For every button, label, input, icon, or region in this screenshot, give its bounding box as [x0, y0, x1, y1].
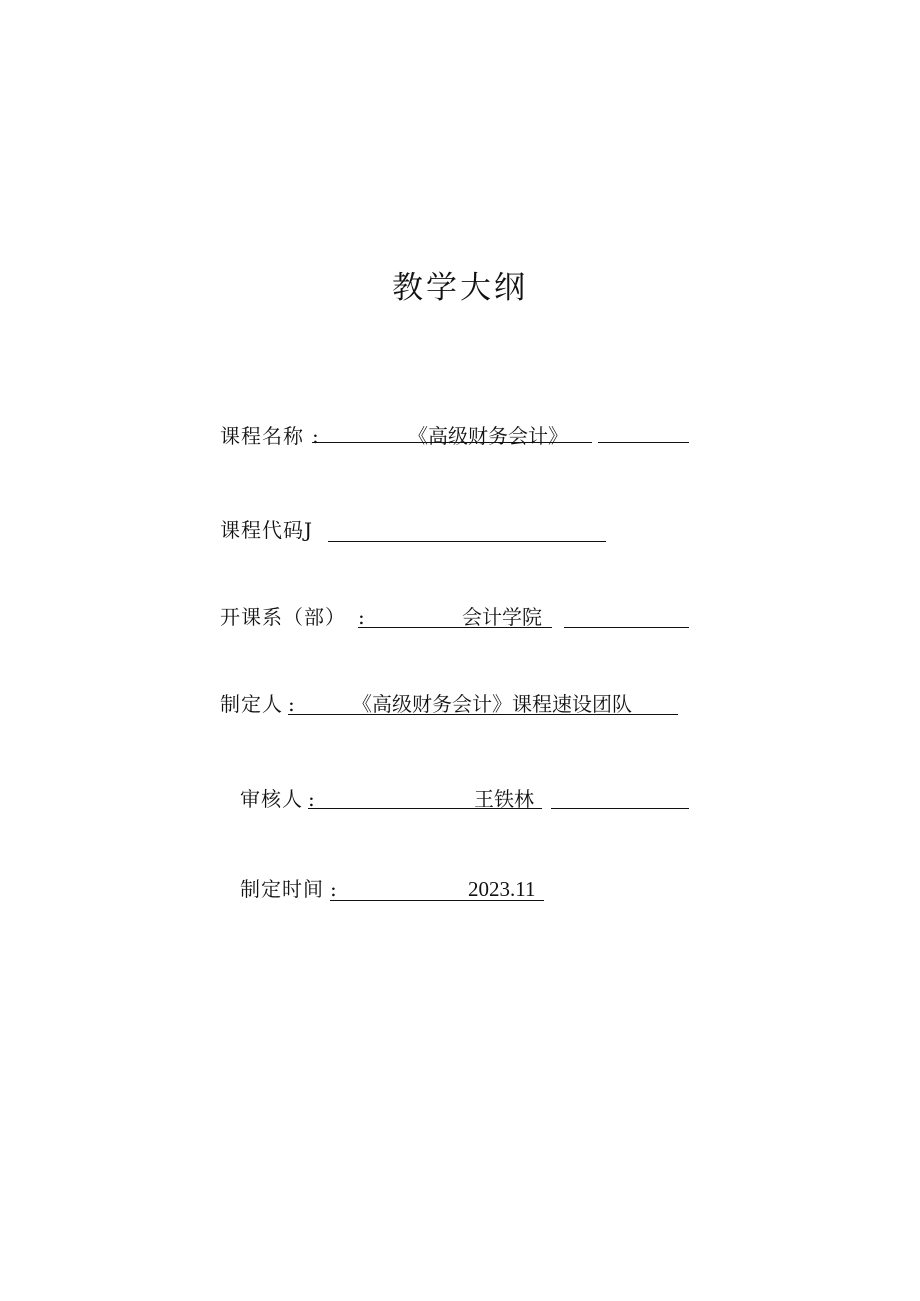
date-value: 2023.11	[468, 877, 536, 901]
course-name-label: 课程名称	[220, 424, 304, 448]
department-underline	[358, 627, 552, 628]
author-label: 制定人	[220, 692, 283, 716]
course-name-underline	[312, 442, 592, 443]
department-underline-tail	[564, 627, 689, 628]
author-row	[0, 688, 920, 720]
department-row	[0, 601, 920, 633]
author-colon: :	[288, 692, 295, 716]
course-code-underline	[328, 541, 606, 542]
reviewer-row	[0, 783, 920, 815]
department-colon: :	[358, 605, 365, 629]
department-value: 会计学院	[462, 605, 542, 629]
date-label: 制定时间	[240, 877, 324, 901]
course-name-underline-tail	[598, 442, 689, 443]
reviewer-underline	[308, 808, 542, 809]
document-title: 教学大纲	[392, 270, 528, 306]
course-code-label: 课程代码J	[220, 518, 314, 542]
reviewer-label: 审核人	[240, 787, 303, 811]
reviewer-value: 王铁林	[474, 787, 534, 811]
course-name-colon: :	[312, 424, 319, 448]
reviewer-underline-tail	[551, 808, 689, 809]
reviewer-colon: :	[308, 787, 315, 811]
course-name-row	[0, 420, 920, 452]
course-name-value: 《高级财务会计》	[408, 424, 568, 448]
date-underline	[330, 900, 544, 901]
author-underline	[288, 714, 678, 715]
author-value: 《高级财务会计》课程速设团队	[352, 692, 632, 716]
date-colon: :	[330, 877, 337, 901]
department-label: 开课系（部）	[220, 605, 346, 629]
